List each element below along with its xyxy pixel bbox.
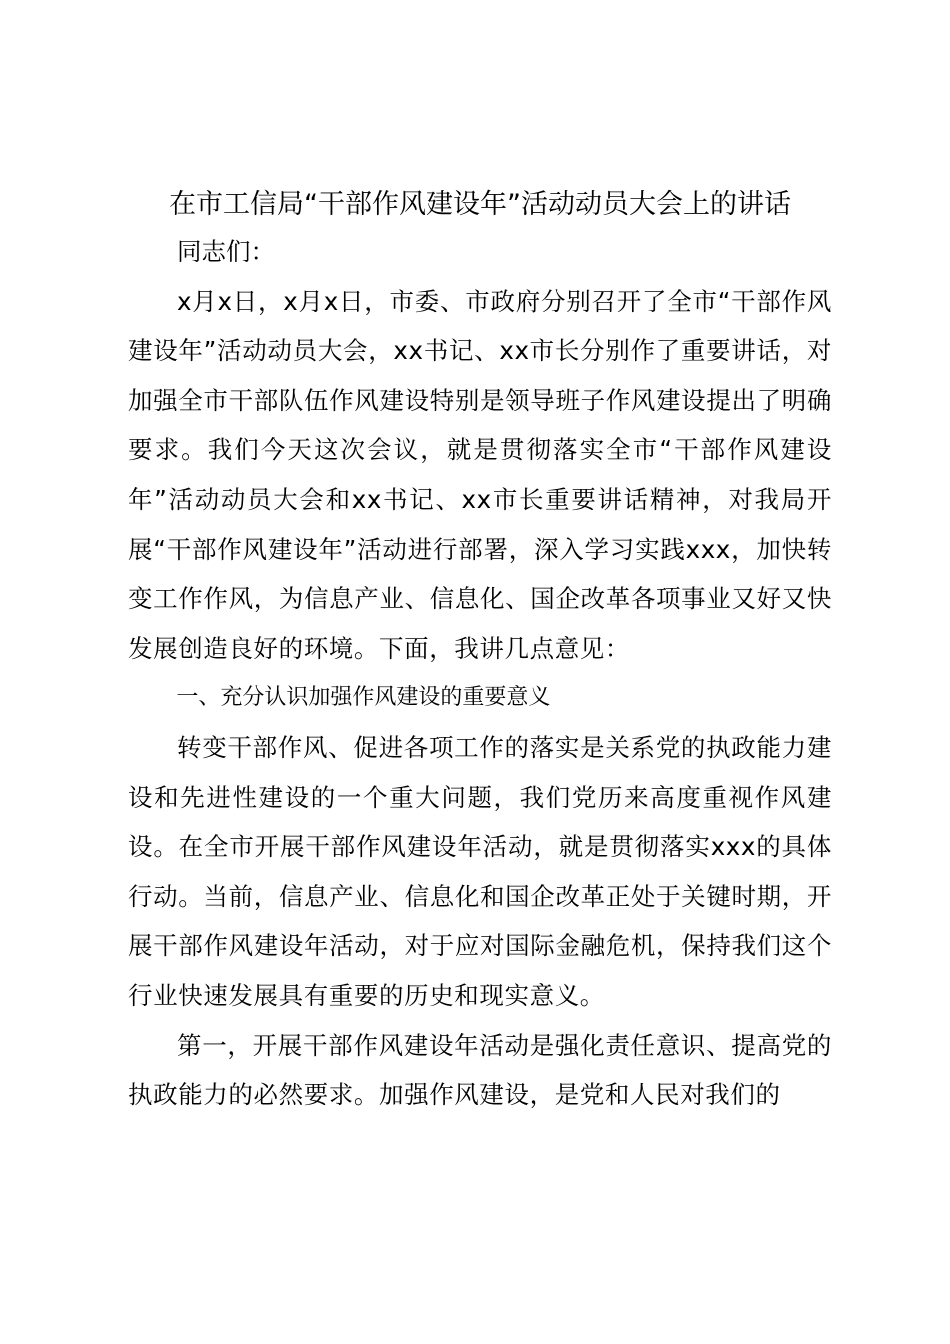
- document-title: 在市工信局“干部作风建设年”活动动员大会上的讲话: [169, 189, 791, 220]
- paragraph-first-point: 第一，开展干部作风建设年活动是强化责任意识、提高党的执政能力的必然要求。加强作风建设，是党和人民对我们的: [128, 1030, 832, 1110]
- greeting: 同志们：: [177, 237, 275, 266]
- paragraph-intro: x月x日，x月x日，市委、市政府分别召开了全市“干部作风建设年”活动动员大会，xx书记、xx市长分别作了重要讲话，对加强全市干部队伍作风建设特别是领导班子作风建设提出了明确要求。我们今天这次会议，就是贯彻落实全市“干部作风建设年”活动动员大会和xx书记、xx市长重要讲话精神，对我局开展“干部作风建设年”活动进行部署，深入学习实践xxx，加快转变工作作风，为信息产业、信息化、国企改革各项事业又好又快发展创造良好的环境。下面，我讲几点意见：: [128, 286, 832, 663]
- document-body: [128, 183, 832, 1120]
- section-heading-1: 一、充分认识加强作风建设的重要意义: [176, 685, 551, 711]
- paragraph-significance: 转变干部作风、促进各项工作的落实是关系党的执政能力建设和先进性建设的一个重大问题，我们党历来高度重视作风建设。在全市开展干部作风建设年活动，就是贯彻落实xxx的具体行动。当前，信息产业、信息化和国企改革正处于关键时期，开展干部作风建设年活动，对于应对国际金融危机，保持我们这个行业快速发展具有重要的历史和现实意义。: [128, 732, 832, 1010]
